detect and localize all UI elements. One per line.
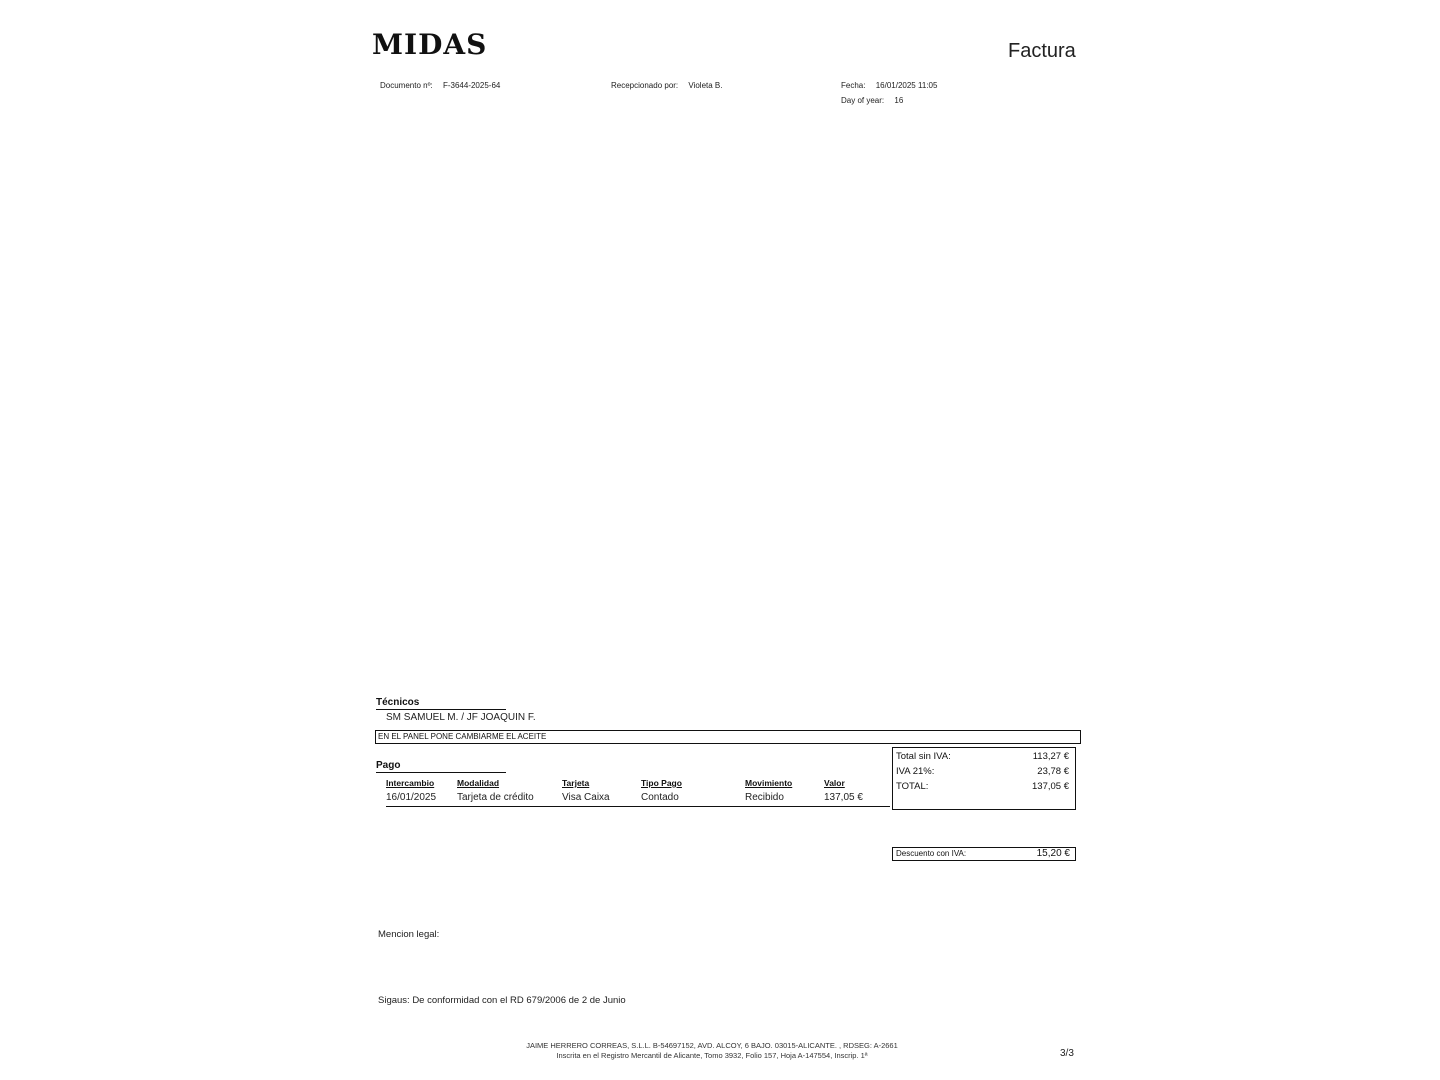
- vat-label: IVA 21%:: [896, 766, 935, 777]
- cell-modalidad: Tarjeta de crédito: [457, 792, 534, 803]
- subtotal-value: 113,27 €: [1032, 751, 1069, 762]
- invoice-date-value: 16/01/2025 11:05: [875, 81, 938, 90]
- technicians-title: Técnicos: [376, 697, 506, 710]
- col-valor: Valor: [824, 778, 845, 788]
- sigaus-notice: Sigaus: De conformidad con el RD 679/2006 de 2 de Junio: [378, 995, 626, 1006]
- received-by: [611, 81, 723, 90]
- cell-tipo-pago: Contado: [641, 792, 679, 803]
- footer-registry-line: Inscrita en el Registro Mercantil de Alicante, Tomo 3932, Folio 157, Hoja A-147554, Inscrip. 1ª: [556, 1051, 868, 1060]
- midas-logo: MIDAS: [372, 28, 488, 61]
- totals-box: [892, 747, 1076, 810]
- cell-intercambio: 16/01/2025: [386, 792, 437, 803]
- document-number-value: F-3644-2025-64: [442, 81, 501, 90]
- col-movimiento: Movimiento: [745, 778, 793, 788]
- technicians-names: SM SAMUEL M. / JF JOAQUIN F.: [386, 712, 536, 723]
- vat-row: [896, 766, 1069, 780]
- discount-value: 15,20 €: [1036, 848, 1070, 859]
- col-modalidad: Modalidad: [457, 778, 500, 788]
- subtotal-label: Total sin IVA:: [896, 751, 951, 762]
- invoice-date-label: Fecha:: [841, 81, 866, 90]
- total-label: TOTAL:: [896, 781, 929, 792]
- legal-mention: Mencion legal:: [378, 929, 440, 940]
- total-value: 137,05 €: [1032, 781, 1069, 792]
- document-type-title: Factura: [1008, 40, 1076, 62]
- discount-label: Descuento con IVA:: [896, 849, 967, 858]
- cell-valor: 137,05 €: [824, 792, 863, 803]
- received-by-label: Recepcionado por:: [611, 81, 679, 90]
- payment-divider: [386, 806, 890, 807]
- invoice-date: [841, 81, 937, 90]
- service-note: EN EL PANEL PONE CAMBIARME EL ACEITE: [375, 730, 1081, 744]
- col-intercambio: Intercambio: [386, 778, 435, 788]
- document-number-label: Documento nº:: [380, 81, 433, 90]
- col-tarjeta: Tarjeta: [562, 778, 590, 788]
- day-of-year-value: 16: [894, 96, 904, 105]
- payment-title: Pago: [376, 760, 506, 773]
- payment-table: [386, 778, 890, 806]
- discount-box: [892, 847, 1076, 861]
- payment-table-header: [386, 778, 890, 792]
- footer-company-line: JAIME HERRERO CORREAS, S.L.L. B-54697152, AVD. ALCOY, 6 BAJO. 03015-ALICANTE. , RDSEG: A-2661: [526, 1041, 898, 1050]
- received-by-value: Violeta B.: [688, 81, 723, 90]
- document-number: [380, 81, 500, 90]
- day-of-year: [841, 96, 903, 105]
- vat-value: 23,78 €: [1037, 766, 1069, 777]
- page-number: 3/3: [1060, 1048, 1074, 1059]
- table-row: [386, 792, 890, 806]
- total-row: [896, 781, 1069, 795]
- subtotal-row: [896, 751, 1069, 765]
- day-of-year-label: Day of year:: [841, 96, 885, 105]
- cell-movimiento: Recibido: [745, 792, 784, 803]
- cell-tarjeta: Visa Caixa: [562, 792, 610, 803]
- col-tipo-pago: Tipo Pago: [641, 778, 682, 788]
